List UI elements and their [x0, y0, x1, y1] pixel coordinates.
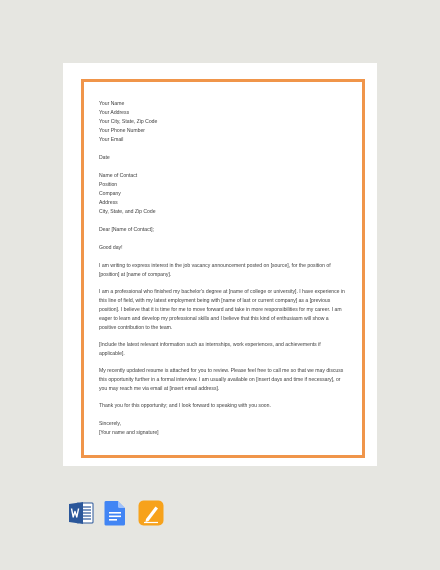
- google-docs-icon[interactable]: [104, 500, 126, 531]
- sender-email: Your Email: [99, 137, 124, 143]
- signature: [Your name and signature]: [99, 430, 159, 436]
- letter-date: Date: [99, 155, 110, 161]
- body-paragraph-5: Thank you for this opportunity; and I look forward to speaking with you soon.: [99, 403, 271, 409]
- recipient-company: Company: [99, 191, 121, 197]
- sender-address: Your Address: [99, 110, 130, 116]
- sender-city: Your City, State, Zip Code: [99, 119, 158, 125]
- word-icon[interactable]: [68, 500, 94, 531]
- letter-content: [99, 100, 347, 438]
- body-paragraph-1: I am writing to express interest in the job vacancy announcement posted on [source], for the position of [position] at [name of company].: [99, 263, 331, 278]
- page-border: [81, 79, 365, 458]
- recipient-name: Name of Contact: [99, 173, 138, 179]
- sender-phone: Your Phone Number: [99, 128, 145, 134]
- recipient-position: Position: [99, 182, 118, 188]
- letter-page: [63, 63, 377, 466]
- pages-icon[interactable]: [138, 500, 164, 531]
- recipient-address: Address: [99, 200, 118, 206]
- recipient-city: City, State, and Zip Code: [99, 209, 156, 215]
- body-paragraph-4: My recently updated resume is attached for you to review. Please feel free to call me so that we may discuss this opportunity further in a formal interview. I am usually available on [insert days and time if necessary], or you may reach me via email at [insert email address].: [99, 368, 344, 392]
- sender-name: Your Name: [99, 101, 125, 107]
- body-paragraph-3: [Include the latest relevant information such as internships, work experiences, and achievements if applicable].: [99, 342, 321, 357]
- closing: Sincerely,: [99, 421, 121, 427]
- salutation: Dear [Name of Contact];: [99, 227, 154, 233]
- greeting: Good day!: [99, 245, 123, 251]
- body-paragraph-2: I am a professional who finished my bachelor's degree at [name of college or university]. I have experience in this line of field, with my latest employment being with [name of last or current company] as a [previous position]. I believe that it is time for me to move forward and take in more responsibilities for my career. I am eager to learn and develop my professional skills and I believe that this kind of enthusiasm will show a positive contribution to the team.: [99, 289, 345, 331]
